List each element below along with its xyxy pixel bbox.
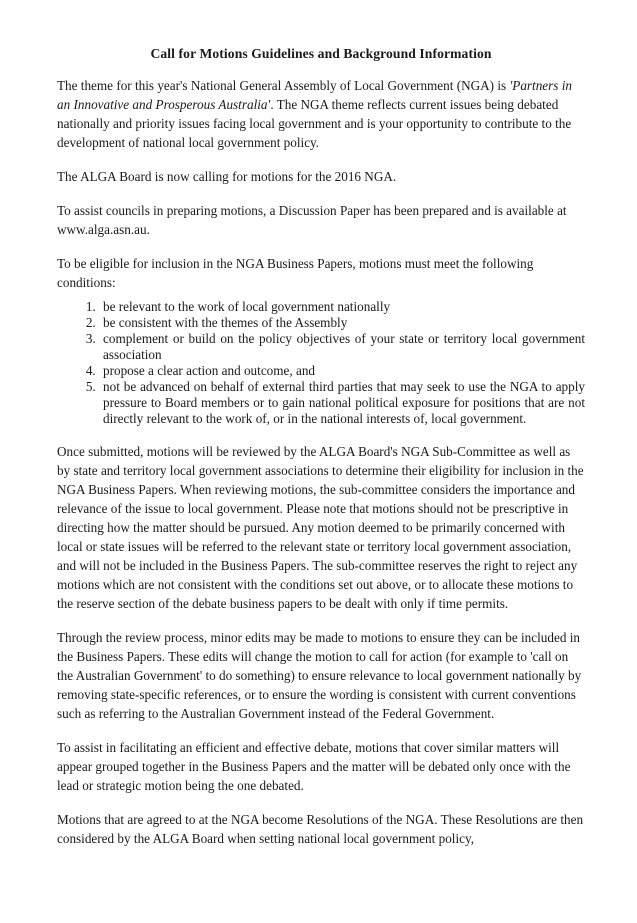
edits-paragraph: Through the review process, minor edits may be made to motions to ensure they can be included in the Business Papers. These edits will change the motion to call for action (for example to 'call on the Australian Government' to do something) to ensure relevance to local government nationally by removing state-specific references, or to ensure the wording is consistent with current conventions such as referring to the Australian Government instead of the Federal Government. [57, 630, 582, 721]
condition-item: 1. be relevant to the work of local government nationally [99, 299, 585, 315]
nga-theme: 'Partners in an Innovative and Prosperous Australia' [57, 78, 572, 112]
condition-item: 2. be consistent with the themes of the Assembly [99, 315, 585, 331]
page-title: Call for Motions Guidelines and Background Information [150, 46, 492, 61]
intro-text-before: The theme for this year's National General Assembly of Local Government (NGA) is [57, 78, 510, 93]
document-page [57, 44, 585, 863]
resolutions-paragraph: Motions that are agreed to at the NGA become Resolutions of the NGA. These Resolutions are then considered by the ALGA Board when setting national local government policy, [57, 812, 584, 846]
board-call-paragraph: The ALGA Board is now calling for motions for the 2016 NGA. [57, 169, 397, 184]
condition-item: 5. not be advanced on behalf of external third parties that may seek to use the NGA to apply pressure to Board members or to gain national political exposure for positions that are not directly relevant to the work of, or in the national interests of, local government. [99, 379, 585, 427]
debate-paragraph: To assist in facilitating an efficient and effective debate, motions that cover similar matters will appear grouped together in the Business Papers and the matter will be debated only once with the lead or strategic motion being the one debated. [57, 740, 571, 793]
conditions-list [57, 299, 585, 427]
eligibility-intro-paragraph: To be eligible for inclusion in the NGA Business Papers, motions must meet the following conditions: [57, 256, 534, 290]
intro-paragraph [57, 76, 585, 152]
intro-text-after: . The NGA theme reflects current issues being debated nationally and priority issues facing local government and is your opportunity to contribute to the development of national local government policy. [57, 97, 572, 150]
condition-item: 3. complement or build on the policy objectives of your state or territory local government association [99, 331, 585, 363]
discussion-paper-paragraph: To assist councils in preparing motions, a Discussion Paper has been prepared and is available at www.alga.asn.au. [57, 203, 567, 237]
review-paragraph: Once submitted, motions will be reviewed by the ALGA Board's NGA Sub-Committee as well as by state and territory local government associations to determine their eligibility for inclusion in the NGA Business Papers. When reviewing motions, the sub-committee considers the importance and relevance of the issue to local government. Please note that motions should not be prescriptive in directing how the matter should be pursued. Any motion deemed to be primarily concerned with local or state issues will be referred to the relevant state or territory local government association, and will not be included in the Business Papers. The sub-committee reserves the right to reject any motions which are not consistent with the conditions set out above, or to allocate these motions to the reserve section of the debate business papers to be dealt with only if time permits. [57, 444, 584, 611]
condition-item: 4. propose a clear action and outcome, and [99, 363, 585, 379]
